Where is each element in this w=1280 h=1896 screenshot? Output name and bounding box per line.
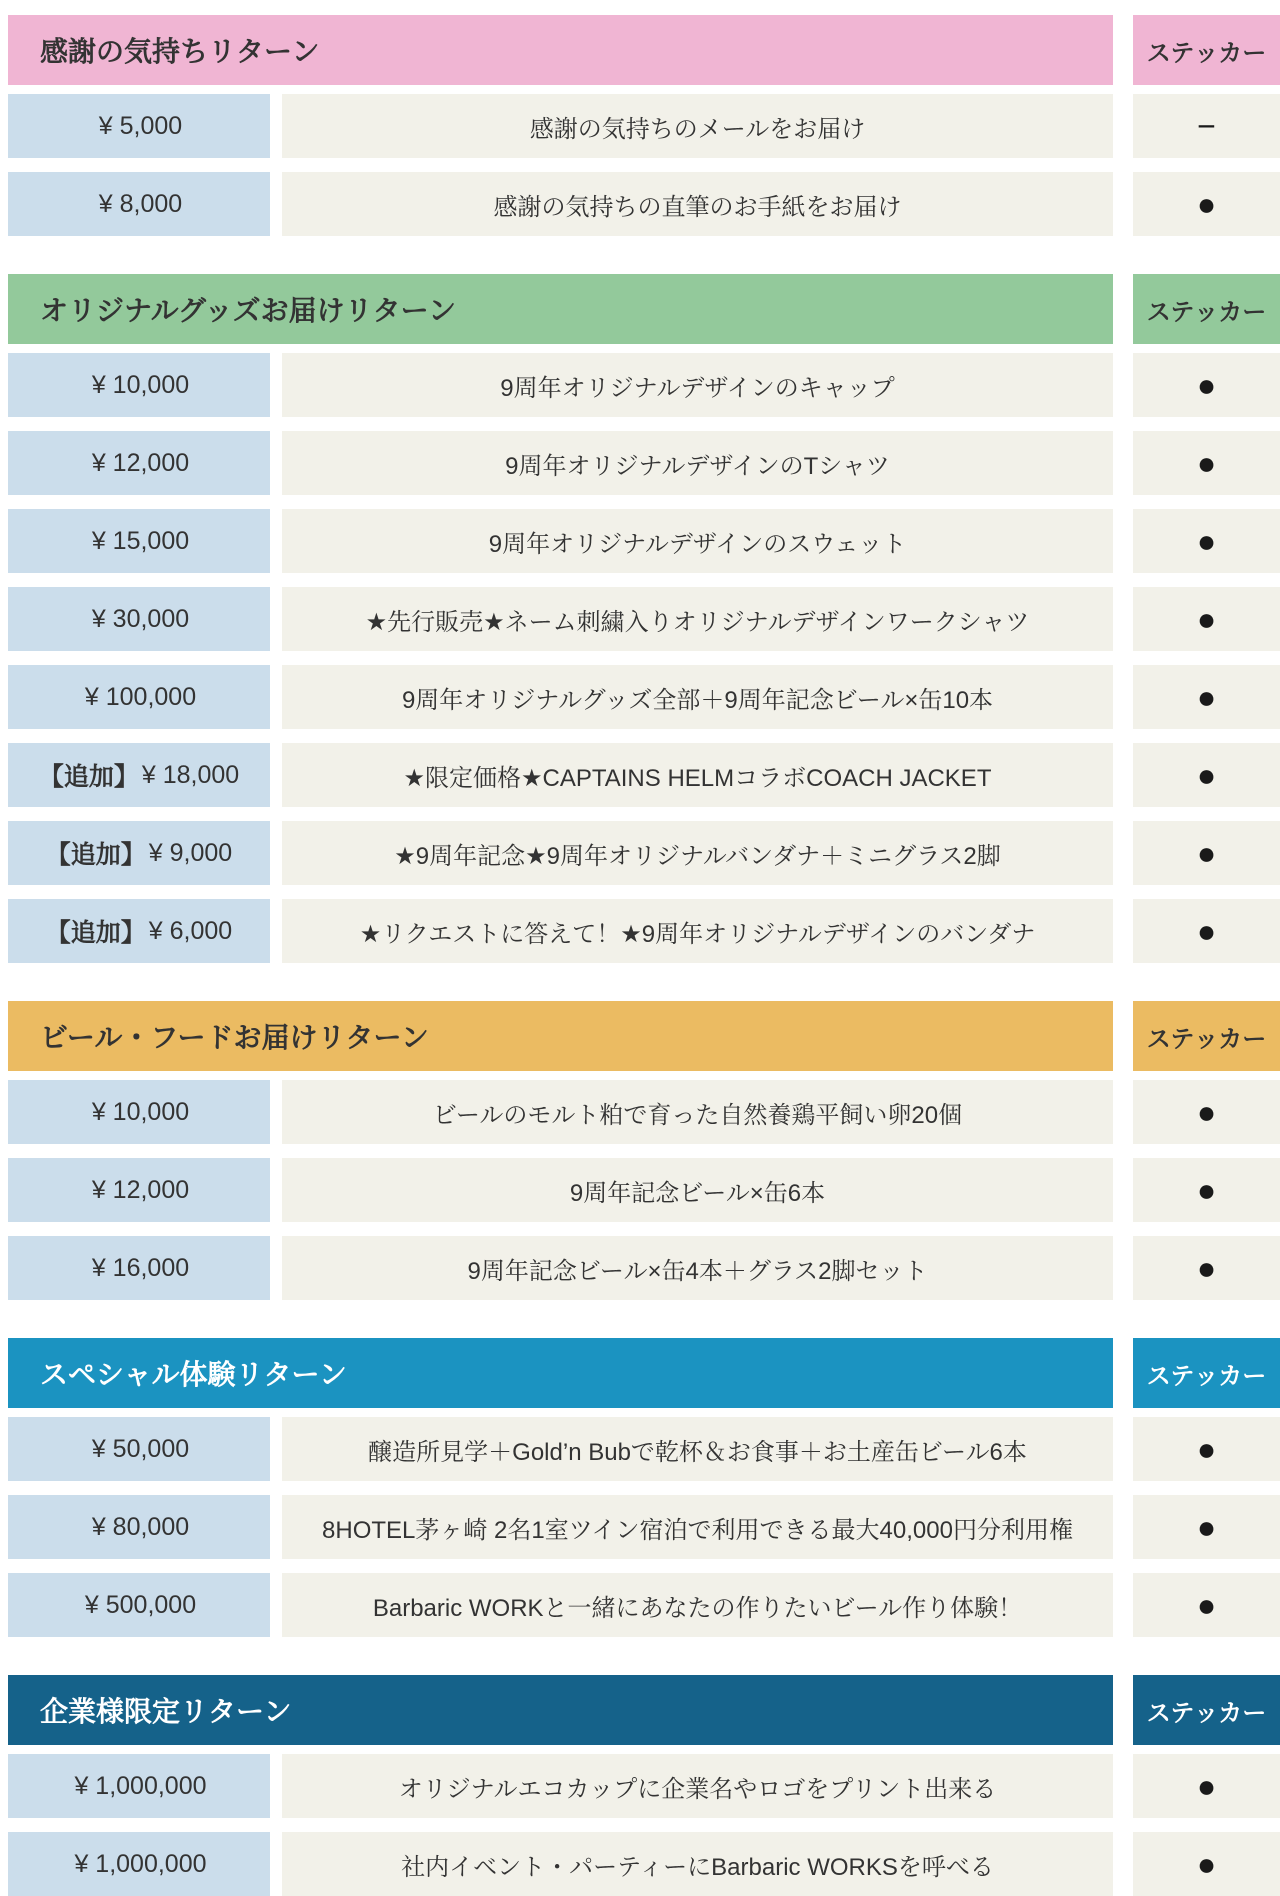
price-value: ¥ 100,000 bbox=[84, 682, 197, 711]
sticker-indicator: ● bbox=[1133, 1417, 1280, 1481]
section-header bbox=[8, 1338, 1113, 1408]
description-cell: 醸造所見学＋Gold’n Bubで乾杯＆お食事＋お土産缶ビール6本 bbox=[282, 1417, 1113, 1481]
price-cell bbox=[8, 1236, 270, 1300]
price-value: ¥ 30,000 bbox=[91, 604, 190, 633]
price-value: ¥ 9,000 bbox=[148, 838, 233, 867]
price-value: ¥ 1,000,000 bbox=[74, 1849, 207, 1878]
sticker-indicator: − bbox=[1133, 94, 1280, 158]
reward-row bbox=[8, 665, 1280, 729]
price-cell bbox=[8, 1495, 270, 1559]
sticker-column-header: ステッカー bbox=[1133, 1675, 1280, 1745]
sticker-indicator: ● bbox=[1133, 353, 1280, 417]
reward-row bbox=[8, 1080, 1280, 1144]
section-header-row bbox=[8, 15, 1280, 85]
sticker-indicator: ● bbox=[1133, 665, 1280, 729]
price-cell bbox=[8, 743, 270, 807]
price-cell bbox=[8, 509, 270, 573]
sticker-indicator: ● bbox=[1133, 1573, 1280, 1637]
price-value: ¥ 16,000 bbox=[91, 1253, 190, 1282]
price-cell bbox=[8, 1080, 270, 1144]
price-cell bbox=[8, 353, 270, 417]
description-cell: Barbaric WORKと一緒にあなたの作りたいビール作り体験！ bbox=[282, 1573, 1113, 1637]
section-title: スペシャル体験リターン bbox=[40, 1359, 347, 1390]
description-cell: 9周年オリジナルデザインのTシャツ bbox=[282, 431, 1113, 495]
reward-row bbox=[8, 353, 1280, 417]
section-thanks-returns bbox=[8, 15, 1280, 236]
price-value: ¥ 80,000 bbox=[91, 1512, 190, 1541]
reward-row bbox=[8, 1417, 1280, 1481]
section-title: オリジナルグッズお届けリターン bbox=[40, 295, 457, 326]
price-value: ¥ 18,000 bbox=[141, 760, 240, 789]
price-prefix: 【追加】 bbox=[45, 919, 146, 947]
price-value: ¥ 1,000,000 bbox=[74, 1771, 207, 1800]
section-header-row bbox=[8, 1675, 1280, 1745]
price-cell bbox=[8, 1754, 270, 1818]
section-header bbox=[8, 1001, 1113, 1071]
price-value: ¥ 8,000 bbox=[98, 189, 183, 218]
price-cell bbox=[8, 1417, 270, 1481]
reward-row bbox=[8, 509, 1280, 573]
sticker-indicator: ● bbox=[1133, 1080, 1280, 1144]
description-cell: オリジナルエコカップに企業名やロゴをプリント出来る bbox=[282, 1754, 1113, 1818]
price-cell bbox=[8, 172, 270, 236]
price-cell bbox=[8, 1573, 270, 1637]
section-header bbox=[8, 274, 1113, 344]
price-value: ¥ 12,000 bbox=[91, 1175, 190, 1204]
description-cell: 9周年オリジナルグッズ全部＋9周年記念ビール×缶10本 bbox=[282, 665, 1113, 729]
price-cell bbox=[8, 899, 270, 963]
reward-row bbox=[8, 1158, 1280, 1222]
price-cell bbox=[8, 431, 270, 495]
sticker-indicator: ● bbox=[1133, 172, 1280, 236]
sticker-indicator: ● bbox=[1133, 431, 1280, 495]
section-header bbox=[8, 15, 1113, 85]
price-value: ¥ 10,000 bbox=[91, 370, 190, 399]
section-header-row bbox=[8, 1001, 1280, 1071]
price-value: ¥ 6,000 bbox=[148, 916, 233, 945]
section-corporate-returns bbox=[8, 1675, 1280, 1896]
price-value: ¥ 500,000 bbox=[84, 1590, 197, 1619]
price-cell bbox=[8, 821, 270, 885]
sticker-column-header: ステッカー bbox=[1133, 274, 1280, 344]
section-header-row bbox=[8, 1338, 1280, 1408]
reward-row bbox=[8, 821, 1280, 885]
sticker-indicator: ● bbox=[1133, 743, 1280, 807]
description-cell: 9周年オリジナルデザインのスウェット bbox=[282, 509, 1113, 573]
sticker-indicator: ● bbox=[1133, 821, 1280, 885]
price-value: ¥ 15,000 bbox=[91, 526, 190, 555]
description-cell: ★リクエストに答えて！★9周年オリジナルデザインのバンダナ bbox=[282, 899, 1113, 963]
sticker-indicator: ● bbox=[1133, 899, 1280, 963]
reward-row bbox=[8, 1236, 1280, 1300]
price-value: ¥ 10,000 bbox=[91, 1097, 190, 1126]
reward-row bbox=[8, 1573, 1280, 1637]
description-cell: ★限定価格★CAPTAINS HELMコラボCOACH JACKET bbox=[282, 743, 1113, 807]
description-cell: ★先行販売★ネーム刺繍入りオリジナルデザインワークシャツ bbox=[282, 587, 1113, 651]
description-cell: 9周年記念ビール×缶4本＋グラス2脚セット bbox=[282, 1236, 1113, 1300]
section-title: 企業様限定リターン bbox=[40, 1696, 292, 1727]
sticker-indicator: ● bbox=[1133, 509, 1280, 573]
sticker-indicator: ● bbox=[1133, 1158, 1280, 1222]
price-value: ¥ 50,000 bbox=[91, 1434, 190, 1463]
price-cell bbox=[8, 665, 270, 729]
price-cell bbox=[8, 1832, 270, 1896]
reward-row bbox=[8, 431, 1280, 495]
description-cell: 8HOTEL茅ヶ崎 2名1室ツイン宿泊で利用できる最大40,000円分利用権 bbox=[282, 1495, 1113, 1559]
price-value: ¥ 5,000 bbox=[98, 111, 183, 140]
sticker-column-header: ステッカー bbox=[1133, 15, 1280, 85]
reward-row bbox=[8, 587, 1280, 651]
section-original-goods-returns bbox=[8, 274, 1280, 963]
description-cell: 9周年オリジナルデザインのキャップ bbox=[282, 353, 1113, 417]
description-cell: 感謝の気持ちのメールをお届け bbox=[282, 94, 1113, 158]
sticker-column-header: ステッカー bbox=[1133, 1001, 1280, 1071]
sticker-indicator: ● bbox=[1133, 1495, 1280, 1559]
section-title: ビール・フードお届けリターン bbox=[40, 1022, 429, 1053]
section-beer-food-returns bbox=[8, 1001, 1280, 1300]
description-cell: 9周年記念ビール×缶6本 bbox=[282, 1158, 1113, 1222]
price-prefix: 【追加】 bbox=[45, 841, 146, 869]
section-header-row bbox=[8, 274, 1280, 344]
sticker-indicator: ● bbox=[1133, 587, 1280, 651]
price-cell bbox=[8, 587, 270, 651]
description-cell: ★9周年記念★9周年オリジナルバンダナ＋ミニグラス2脚 bbox=[282, 821, 1113, 885]
reward-row bbox=[8, 94, 1280, 158]
price-value: ¥ 12,000 bbox=[91, 448, 190, 477]
reward-row bbox=[8, 1754, 1280, 1818]
price-cell bbox=[8, 1158, 270, 1222]
reward-row bbox=[8, 172, 1280, 236]
sticker-indicator: ● bbox=[1133, 1754, 1280, 1818]
description-cell: ビールのモルト粕で育った自然養鶏平飼い卵20個 bbox=[282, 1080, 1113, 1144]
reward-row bbox=[8, 899, 1280, 963]
reward-row bbox=[8, 1495, 1280, 1559]
description-cell: 感謝の気持ちの直筆のお手紙をお届け bbox=[282, 172, 1113, 236]
price-prefix: 【追加】 bbox=[38, 763, 139, 791]
sticker-indicator: ● bbox=[1133, 1832, 1280, 1896]
section-special-experience-returns bbox=[8, 1338, 1280, 1637]
reward-row bbox=[8, 1832, 1280, 1896]
reward-row bbox=[8, 743, 1280, 807]
price-cell bbox=[8, 94, 270, 158]
section-title: 感謝の気持ちリターン bbox=[40, 36, 320, 67]
section-header bbox=[8, 1675, 1113, 1745]
sticker-column-header: ステッカー bbox=[1133, 1338, 1280, 1408]
description-cell: 社内イベント・パーティーにBarbaric WORKSを呼べる bbox=[282, 1832, 1113, 1896]
sticker-indicator: ● bbox=[1133, 1236, 1280, 1300]
